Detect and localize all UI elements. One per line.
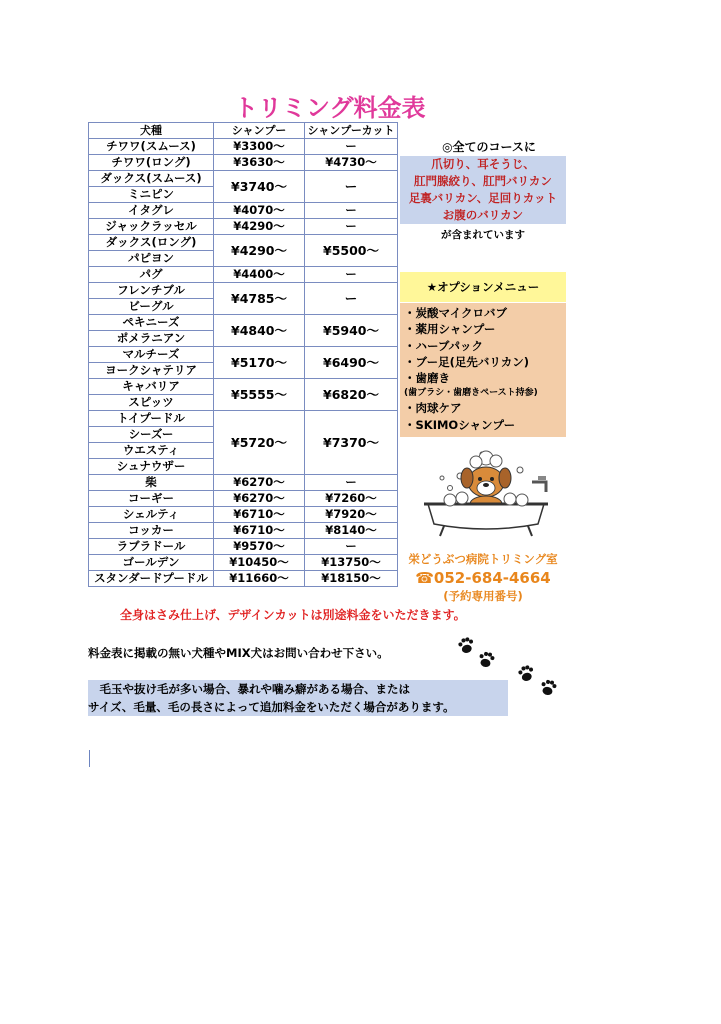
breed-cell: トイプードル — [89, 411, 214, 427]
shampoo-price-cell: ¥6270〜 — [214, 491, 305, 507]
option-item: ・ハーブパック — [404, 338, 484, 353]
shampoo-price-cell: ¥4400〜 — [214, 267, 305, 283]
table-row — [89, 219, 398, 235]
clinic-phone: ☎052-684-4664 — [415, 569, 551, 587]
shampoo-price-cell: ¥4290〜 — [214, 219, 305, 235]
option-item: ・肉球ケア — [404, 401, 462, 416]
course-inclusions — [400, 138, 566, 242]
shampoo-cut-price-cell: ¥18150〜 — [305, 571, 398, 587]
column-header: 犬種 — [89, 123, 214, 139]
option-item: ・歯磨き — [404, 371, 450, 386]
table-row — [89, 139, 398, 155]
breed-cell: パピヨン — [89, 251, 214, 267]
shampoo-cut-price-cell: ¥13750〜 — [305, 555, 398, 571]
table-row — [89, 283, 398, 299]
breed-cell: イタグレ — [89, 203, 214, 219]
breed-cell: シーズー — [89, 427, 214, 443]
breed-cell: ラブラドール — [89, 539, 214, 555]
shampoo-price-cell: ¥6710〜 — [214, 507, 305, 523]
shampoo-price-cell: ¥10450〜 — [214, 555, 305, 571]
option-item: ・SKIMOシャンプー — [404, 417, 516, 432]
shampoo-price-cell: ¥5170〜 — [214, 347, 305, 379]
table-row — [89, 171, 398, 187]
option-item: ・薬用シャンプー — [404, 322, 496, 337]
table-row — [89, 475, 398, 491]
shampoo-price-cell: ¥6270〜 — [214, 475, 305, 491]
shampoo-cut-price-cell: ¥6820〜 — [305, 379, 398, 411]
shampoo-price-cell: ¥4840〜 — [214, 315, 305, 347]
option-item: ・炭酸マイクロバブ — [404, 306, 508, 320]
breed-cell: ヨークシャテリア — [89, 363, 214, 379]
course-inclusions-box — [400, 156, 566, 224]
course-line: 肛門腺絞り、肛門バリカン — [414, 174, 552, 188]
table-row — [89, 203, 398, 219]
shampoo-price-cell: ¥9570〜 — [214, 539, 305, 555]
breed-cell: ジャックラッセル — [89, 219, 214, 235]
shampoo-cut-price-cell: ¥6490〜 — [305, 347, 398, 379]
shampoo-cut-price-cell: ¥5500〜 — [305, 235, 398, 267]
shampoo-cut-price-cell: ¥5940〜 — [305, 315, 398, 347]
design-cut-notice: 全身はさみ仕上げ、デザインカットは別途料金をいただきます。 — [120, 608, 466, 622]
shampoo-price-cell: ¥4290〜 — [214, 235, 305, 267]
shampoo-cut-price-cell: ¥4730〜 — [305, 155, 398, 171]
shampoo-cut-price-cell: ー — [305, 219, 398, 235]
breed-cell: シュナウザー — [89, 459, 214, 475]
table-row — [89, 267, 398, 283]
clinic-name: 栄どうぶつ病院トリミング室 — [408, 552, 558, 566]
shampoo-price-cell: ¥5555〜 — [214, 379, 305, 411]
shampoo-price-cell: ¥4070〜 — [214, 203, 305, 219]
column-header: シャンプー — [214, 123, 305, 139]
table-row — [89, 411, 398, 427]
shampoo-cut-price-cell: ¥7920〜 — [305, 507, 398, 523]
paw-print-icon — [516, 664, 564, 700]
breed-cell: スタンダードプードル — [89, 571, 214, 587]
text-cursor — [89, 750, 90, 767]
breed-cell: キャバリア — [89, 379, 214, 395]
table-row — [89, 523, 398, 539]
table-row — [89, 235, 398, 251]
table-header-row — [89, 123, 398, 139]
breed-cell: コーギー — [89, 491, 214, 507]
inquiry-note: 料金表に掲載の無い犬種やMIX犬はお問い合わせ下さい。 — [88, 646, 389, 660]
breed-cell: コッカー — [89, 523, 214, 539]
page-title: トリミング料金表 — [234, 94, 426, 122]
breed-cell: ダックス(ロング) — [89, 235, 214, 251]
shampoo-cut-price-cell: ¥7260〜 — [305, 491, 398, 507]
shampoo-price-cell: ¥5720〜 — [214, 411, 305, 475]
shampoo-cut-price-cell: ー — [305, 203, 398, 219]
additional-fee-line: 毛玉や抜け毛が多い場合、暴れや噛み癖がある場合、または — [88, 682, 410, 696]
course-heading: ◎全てのコースに — [442, 140, 536, 154]
shampoo-price-cell: ¥3300〜 — [214, 139, 305, 155]
table-row — [89, 491, 398, 507]
table-row — [89, 507, 398, 523]
breed-cell: シェルティ — [89, 507, 214, 523]
clinic-info — [400, 551, 566, 604]
table-row — [89, 347, 398, 363]
breed-cell: パグ — [89, 267, 214, 283]
shampoo-price-cell: ¥3740〜 — [214, 171, 305, 203]
option-item: (歯ブラシ・歯磨きペースト持参) — [404, 388, 538, 399]
shampoo-cut-price-cell: ー — [305, 283, 398, 315]
paw-print-icon — [456, 636, 500, 672]
clinic-reservation-note: (予約専用番号) — [443, 589, 523, 603]
course-line: お腹のバリカン — [442, 208, 524, 222]
shampoo-cut-price-cell: ー — [305, 539, 398, 555]
dog-bath-illustration — [420, 448, 560, 540]
breed-cell: ペキニーズ — [89, 315, 214, 331]
shampoo-price-cell: ¥11660〜 — [214, 571, 305, 587]
breed-cell: ミニピン — [89, 187, 214, 203]
course-line: 爪切り、耳そうじ、 — [431, 157, 535, 171]
additional-fee-note — [88, 680, 508, 716]
breed-cell: スピッツ — [89, 395, 214, 411]
shampoo-cut-price-cell: ー — [305, 267, 398, 283]
breed-cell: フレンチブル — [89, 283, 214, 299]
breed-cell: チワワ(スムース) — [89, 139, 214, 155]
breed-cell: ダックス(スムース) — [89, 171, 214, 187]
breed-cell: ポメラニアン — [89, 331, 214, 347]
options-list — [400, 303, 566, 437]
breed-cell: マルチーズ — [89, 347, 214, 363]
table-row — [89, 379, 398, 395]
shampoo-cut-price-cell: ー — [305, 475, 398, 491]
breed-cell: ゴールデン — [89, 555, 214, 571]
shampoo-price-cell: ¥6710〜 — [214, 523, 305, 539]
course-footer: が含まれています — [441, 229, 525, 241]
shampoo-cut-price-cell: ー — [305, 139, 398, 155]
breed-cell: ウエスティ — [89, 443, 214, 459]
additional-fee-line: サイズ、毛量、毛の長さによって追加料金をいただく場合があります。 — [88, 700, 455, 714]
shampoo-cut-price-cell: ー — [305, 171, 398, 203]
option-item: ・ブー足(足先バリカン) — [404, 354, 530, 369]
column-header: シャンプーカット — [305, 123, 398, 139]
course-line: 足裏バリカン、足回りカット — [408, 191, 558, 205]
table-row — [89, 155, 398, 171]
table-row — [89, 555, 398, 571]
options-heading: ★オプションメニュー — [400, 272, 566, 302]
shampoo-cut-price-cell: ¥7370〜 — [305, 411, 398, 475]
breed-cell: チワワ(ロング) — [89, 155, 214, 171]
breed-cell: ビーグル — [89, 299, 214, 315]
table-row — [89, 539, 398, 555]
table-row — [89, 315, 398, 331]
price-table — [88, 122, 398, 587]
breed-cell: 柴 — [89, 475, 214, 491]
shampoo-cut-price-cell: ¥8140〜 — [305, 523, 398, 539]
table-row — [89, 571, 398, 587]
shampoo-price-cell: ¥4785〜 — [214, 283, 305, 315]
shampoo-price-cell: ¥3630〜 — [214, 155, 305, 171]
